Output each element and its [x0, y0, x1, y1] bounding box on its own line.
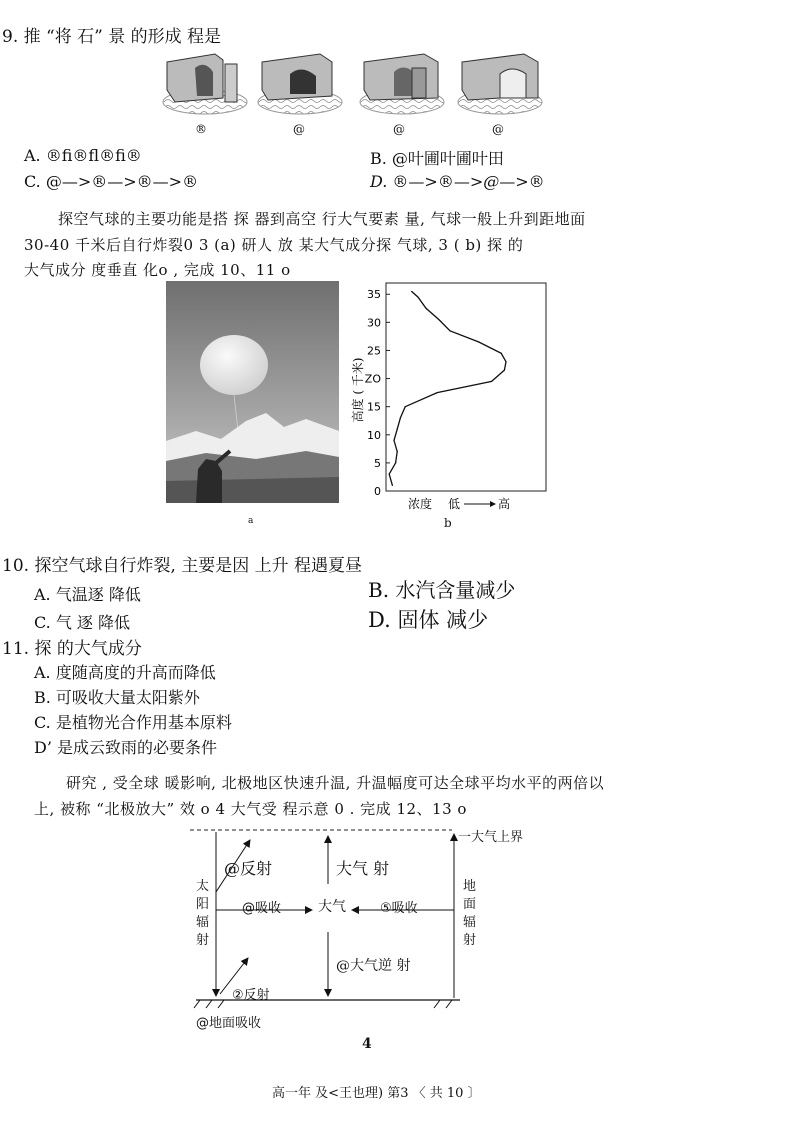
q11-option-a: A. 度随高度的升高而降低: [34, 663, 216, 682]
data-point: [438, 319, 439, 320]
absorb-left-label: @吸收: [242, 901, 282, 916]
y-tick-label: 30: [367, 316, 381, 330]
data-point: [491, 381, 492, 382]
data-point: [393, 440, 394, 441]
data-point: [505, 361, 506, 362]
intro2-line1: 研究 , 受全球 暖影响, 北极地区快速升温, 升温幅度可达全球平均水平的两倍以: [66, 774, 605, 792]
q11-option-b: B. 可吸收大量太阳紫外: [34, 688, 200, 707]
rock-label-2: @: [293, 122, 305, 136]
rock-stage-4: [458, 54, 542, 114]
reflect1-label: @反射: [224, 859, 273, 878]
intro2-line2: 上, 被称 “北极放大” 效 o 4 大气受 程示意 0 . 完成 12、13 o: [34, 800, 467, 818]
page-footer: 高一年 及<王也理) 第3 〈 共 10 〕: [272, 1086, 481, 1101]
x-label-concentration: 浓度: [408, 497, 433, 511]
y-tick-label: 5: [374, 456, 381, 470]
rock-stage-3: [360, 54, 444, 114]
series-line: [389, 291, 506, 485]
atmosphere-label: 大气: [318, 899, 346, 915]
fig3-label-b: b: [444, 516, 452, 530]
solar-radiation-label: 太阳辐射: [196, 879, 210, 948]
q10-stem: 10. 探空气球自行炸裂, 主要是因 上升 程遇夏昼: [2, 556, 363, 576]
data-point: [405, 406, 406, 407]
fig3-label-a: a: [248, 516, 254, 526]
intro1-line2: 30-40 千米后自行炸裂0 3 (a) 研人 放 某大气成分探 气球, 3 ( b) 探 的: [24, 236, 524, 254]
rock-formation-figure: [160, 48, 545, 123]
data-point: [400, 417, 401, 418]
intro1-line3: 大气成分 度垂直 化o , 完成 10、11 o: [24, 261, 291, 279]
y-tick-label: 25: [367, 344, 381, 358]
y-tick-label: 15: [367, 400, 381, 414]
y-axis-title: 高度 ( 千米): [351, 357, 365, 423]
q9-option-a: A. ®fi®fl®fi®: [24, 146, 142, 165]
rock-label-3: @: [393, 122, 405, 136]
data-point: [501, 353, 502, 354]
data-point: [392, 485, 393, 486]
intro1-line1: 探空气球的主要功能是搭 探 器到高空 行大气要素 量, 气球一般上升到距地面: [58, 210, 586, 228]
data-point: [411, 291, 412, 292]
x-label-low: 低: [448, 497, 461, 511]
q11-option-c: C. 是植物光合作用基本原料: [34, 713, 232, 732]
atmosphere-process-diagram: [190, 822, 530, 1037]
q10-option-d: D. 固体 减少: [368, 608, 489, 632]
y-tick-label: 0: [374, 485, 381, 498]
balloon: [200, 335, 268, 395]
q9-option-b: B. @叶圃叶圃叶田: [370, 149, 504, 168]
data-point: [397, 429, 398, 430]
q10-option-a: A. 气温逐 降低: [34, 585, 141, 604]
data-point: [397, 451, 398, 452]
figure-number: 4: [362, 1036, 372, 1052]
y-tick-label: 10: [367, 428, 381, 442]
data-point: [504, 370, 505, 371]
y-tick-label: ZO: [364, 372, 381, 386]
q9-option-d: D. ®—>®—>@—>®: [370, 172, 545, 191]
top-boundary-label: 一大气上界: [458, 830, 524, 845]
x-label-high: 高: [498, 497, 511, 511]
ground-radiation-label: 地面辐射: [463, 879, 477, 948]
series-points: [389, 291, 507, 486]
data-point: [437, 392, 438, 393]
q10-option-c: C. 气 逐 降低: [34, 613, 131, 632]
data-point: [478, 341, 479, 342]
ground-absorb-label: @地面吸收: [196, 1016, 262, 1031]
q10-option-b: B. 水汽含量减少: [368, 578, 516, 602]
data-point: [449, 330, 450, 331]
q11-stem: 11. 探 的大气成分: [2, 639, 142, 659]
counter-radiation-label: @大气逆 射: [336, 958, 411, 974]
q11-option-d: D’ 是成云致雨的必要条件: [34, 738, 218, 757]
data-point: [389, 474, 390, 475]
rock-stage-1: [163, 54, 247, 114]
q9-stem: 9. 推 “将 石” 景 的形成 程是: [2, 27, 222, 47]
rock-label-1: ®: [195, 122, 207, 136]
data-point: [395, 462, 396, 463]
rock-label-4: @: [492, 122, 504, 136]
rock-stage-2: [258, 54, 342, 114]
concentration-chart: [340, 280, 560, 515]
balloon-photo: [166, 281, 339, 503]
q9-option-c: C. @—>®—>®—>®: [24, 172, 199, 191]
atm-radiation-label: 大气 射: [336, 859, 390, 878]
data-point: [425, 308, 426, 309]
data-point: [417, 296, 418, 297]
y-tick-label: 35: [367, 288, 381, 302]
absorb-right-label: ⑤吸收: [380, 901, 418, 916]
reflect2-label: ②反射: [232, 988, 270, 1003]
